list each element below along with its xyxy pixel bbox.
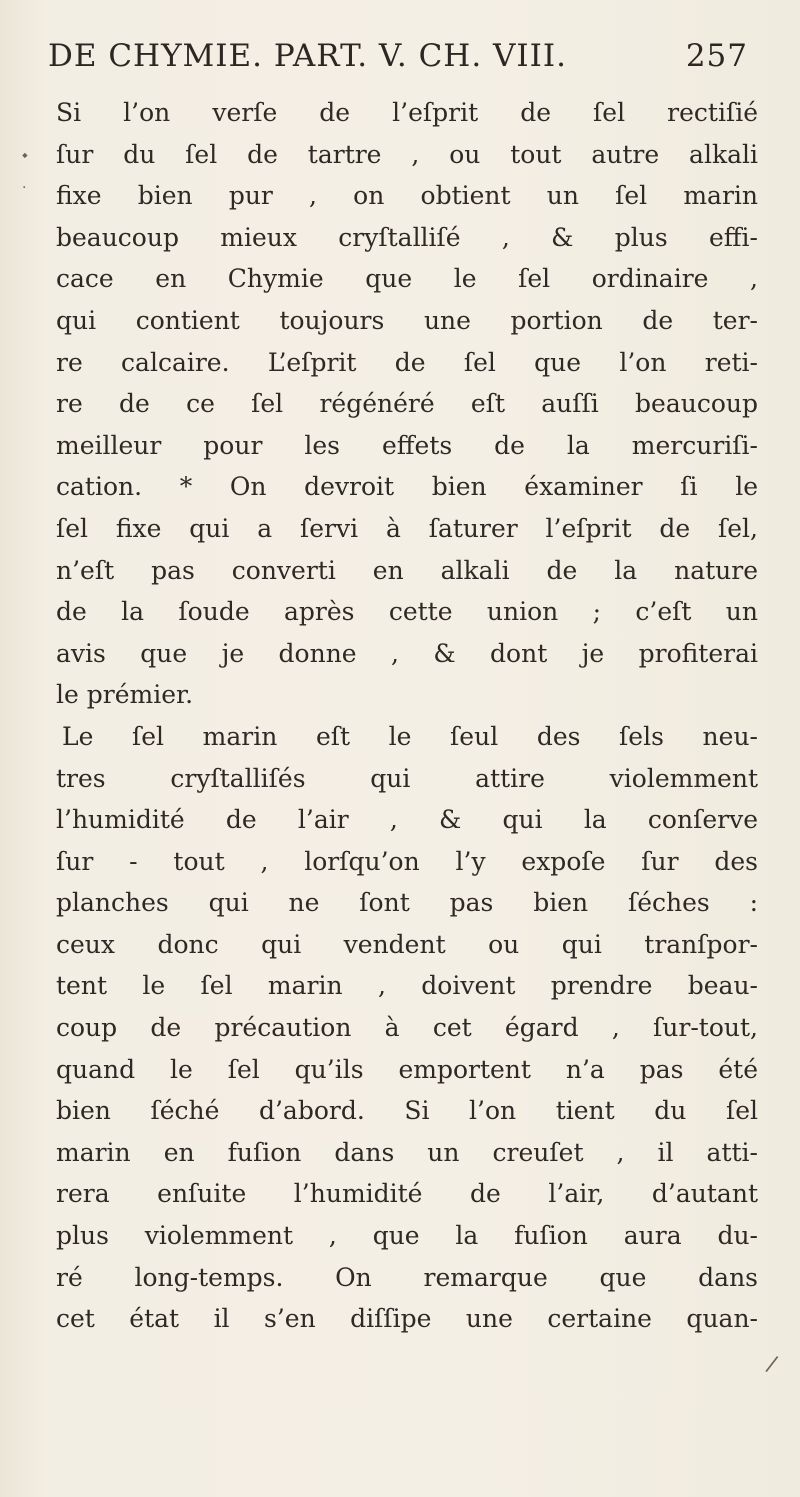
text-line: ceux donc qui vendent ou qui tranſpor- — [56, 929, 758, 959]
text-line: coup de précaution à cet égard , ſur-tout, — [56, 1013, 758, 1043]
body-text — [56, 92, 758, 1340]
page-number: 257 — [685, 38, 748, 74]
text-line: n’eſt pas converti en alkali de la nature — [56, 555, 758, 585]
text-line: bien ſéché d’abord. Si l’on tient du ſel — [56, 1096, 758, 1126]
text-line: tres cryſtalliſés qui attire violemment — [56, 763, 758, 793]
text-line: Si l’on verſe de l’eſprit de ſel rectiſié — [56, 98, 758, 127]
text-line: ré long-temps. On remarque que dans — [56, 1262, 758, 1292]
text-line: re de ce ſel régénéré eſt auſſi beaucoup — [56, 389, 758, 419]
margin-pencil-mark: / — [763, 1351, 780, 1378]
text-line: cation. * On devroit bien éxaminer ſi le — [56, 472, 758, 502]
text-line: re calcaire. L’eſprit de ſel que l’on reti- — [56, 347, 758, 377]
text-line: marin en fuſion dans un creuſet , il atti- — [56, 1137, 758, 1167]
text-line: meilleur pour les effets de la mercuriſi- — [56, 430, 758, 460]
text-line: tent le ſel marin , doivent prendre beau- — [56, 971, 758, 1001]
text-line: qui contient toujours une portion de ter- — [56, 305, 758, 335]
text-line: fixe bien pur , on obtient un ſel marin — [56, 181, 758, 211]
text-line: de la ſoude après cette union ; c’eſt un — [56, 597, 758, 627]
text-line: rera enſuite l’humidité de l’air, d’autant — [56, 1179, 758, 1209]
margin-ink-mark: ⬩ — [22, 145, 28, 164]
text-line: avis que je donne , & dont je profiterai — [56, 638, 758, 668]
text-line: l’humidité de l’air , & qui la conſerve — [56, 805, 758, 835]
text-line: quand le ſel qu’ils emportent n’a pas été — [56, 1054, 758, 1084]
text-line: ſur du ſel de tartre , ou tout autre alkali — [56, 139, 758, 169]
text-line: plus violemment , que la fuſion aura du- — [56, 1221, 758, 1251]
text-line: ſur - tout , lorſqu’on l’y expoſe ſur des — [56, 846, 758, 876]
text-line: Le ſel marin eſt le ſeul des ſels neu- — [62, 721, 758, 751]
page-header — [48, 38, 748, 88]
text-line: ſel fixe qui a ſervi à ſaturer l’eſprit de ſel, — [56, 513, 758, 543]
margin-ink-mark: · — [22, 180, 27, 196]
text-line: le prémier. — [56, 680, 194, 710]
text-line: planches qui ne ſont pas bien ſéches : — [56, 888, 758, 918]
text-line: cace en Chymie que le ſel ordinaire , — [56, 264, 758, 294]
running-title: DE CHYMIE. PART. V. CH. VIII. — [48, 38, 568, 74]
text-line: cet état il s’en diſſipe une certaine quan- — [56, 1304, 758, 1334]
text-line: beaucoup mieux cryſtalliſé , & plus effi- — [56, 222, 758, 252]
